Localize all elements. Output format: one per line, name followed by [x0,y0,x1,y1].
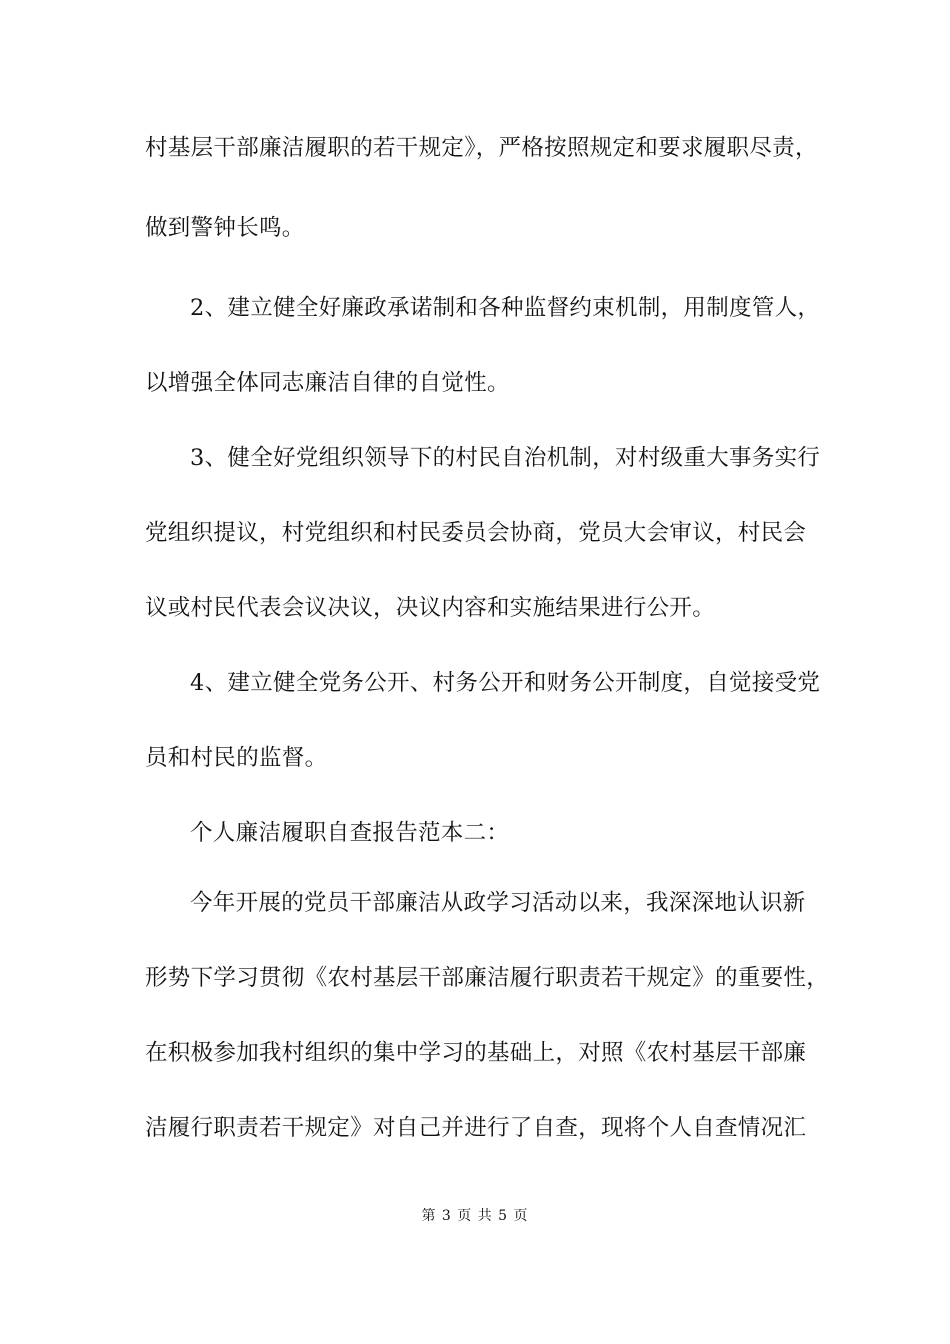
page-number-footer: 第 3 页 共 5 页 [421,1208,529,1224]
section-heading: 个人廉洁履职自查报告范本二： [190,820,510,846]
text-line: 党组织提议，村党组织和村民委员会协商，党员大会审议，村民会 [145,520,807,546]
paragraph-first-line: 今年开展的党员干部廉洁从政学习活动以来，我深深地认识新 [190,890,806,916]
text-line: 洁履行职责若干规定》对自己并进行了自查，现将个人自查情况汇 [145,1115,807,1141]
paragraph-first-line: 3、健全好党组织领导下的村民自治机制，对村级重大事务实行 [190,445,821,471]
text-line: 在积极参加我村组织的集中学习的基础上，对照《农村基层干部廉 [145,1040,807,1066]
text-line: 做到警钟长鸣。 [145,215,305,241]
text-line: 员和村民的监督。 [145,745,328,771]
text-line: 以增强全体同志廉洁自律的自觉性。 [145,370,510,396]
paragraph-first-line: 4、建立健全党务公开、村务公开和财务公开制度，自觉接受党 [190,670,821,696]
text-line: 形势下学习贯彻《农村基层干部廉洁履行职责若干规定》的重要性， [145,965,830,991]
text-line: 议或村民代表会议决议，决议内容和实施结果进行公开。 [145,595,716,621]
paragraph-first-line: 2、建立健全好廉政承诺制和各种监督约束机制，用制度管人， [190,295,821,321]
text-line: 村基层干部廉洁履职的若干规定》，严格按照规定和要求履职尽责， [145,135,818,161]
